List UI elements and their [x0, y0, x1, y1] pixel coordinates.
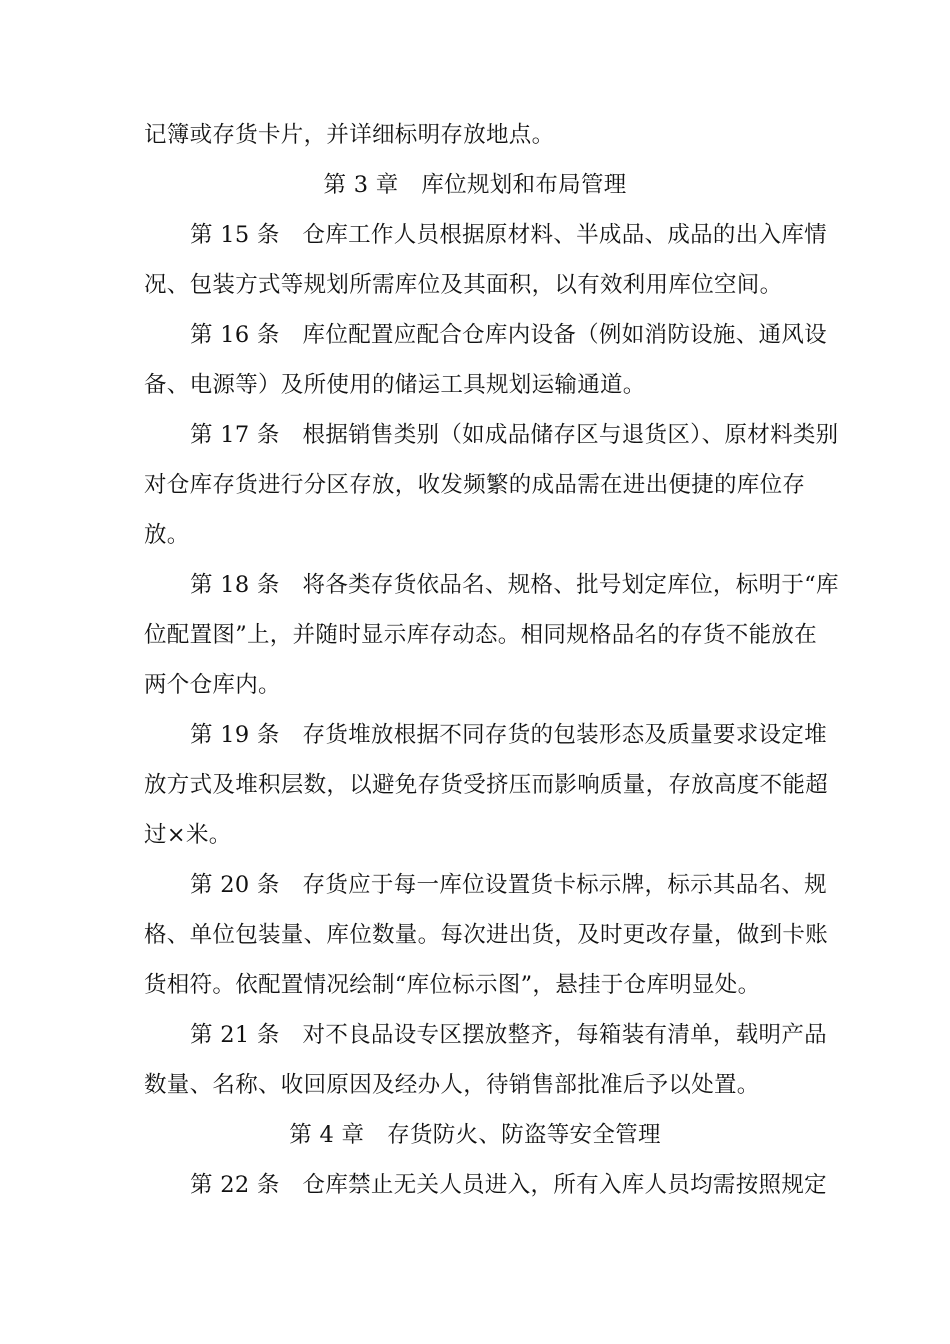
chapter-heading: 第 4 章 存货防火、防盗等安全管理	[289, 1122, 661, 1148]
body-text-line: 格、单位包装量、库位数量。每次进出货，及时更改存量，做到卡账	[144, 922, 829, 948]
body-text-line: 放。	[144, 522, 190, 548]
body-text-line: 位配置图”上，并随时显示库存动态。相同规格品名的存货不能放在	[144, 622, 818, 648]
article-20-line: 第 20 条 存货应于每一库位设置货卡标示牌，标示其品名、规	[190, 872, 827, 898]
chapter-heading: 第 3 章 库位规划和布局管理	[323, 172, 627, 198]
body-text-line: 过×米。	[144, 822, 232, 848]
body-text-line: 对仓库存货进行分区存放，收发频繁的成品需在进出便捷的库位存	[144, 472, 806, 498]
body-text-line: 放方式及堆积层数，以避免存货受挤压而影响质量，存放高度不能超	[144, 772, 829, 798]
article-18-line: 第 18 条 将各类存货依品名、规格、批号划定库位，标明于“库	[190, 572, 839, 598]
article-16-line: 第 16 条 库位配置应配合仓库内设备（例如消防设施、通风设	[190, 322, 827, 348]
body-text-line: 况、包装方式等规划所需库位及其面积，以有效利用库位空间。	[144, 272, 783, 298]
body-text-line: 记簿或存货卡片，并详细标明存放地点。	[144, 122, 555, 148]
body-text-line: 备、电源等）及所使用的储运工具规划运输通道。	[144, 372, 646, 398]
article-17-line: 第 17 条 根据销售类别（如成品储存区与退货区）、原材料类别	[190, 422, 839, 448]
article-15-line: 第 15 条 仓库工作人员根据原材料、半成品、成品的出入库情	[190, 222, 827, 248]
article-19-line: 第 19 条 存货堆放根据不同存货的包装形态及质量要求设定堆	[190, 722, 827, 748]
body-text-line: 货相符。依配置情况绘制“库位标示图”，悬挂于仓库明显处。	[144, 972, 761, 998]
body-text-line: 两个仓库内。	[144, 672, 281, 698]
body-text-line: 数量、名称、收回原因及经办人，待销售部批准后予以处置。	[144, 1072, 760, 1098]
article-22-line: 第 22 条 仓库禁止无关人员进入，所有入库人员均需按照规定	[190, 1172, 827, 1198]
article-21-line: 第 21 条 对不良品设专区摆放整齐，每箱装有清单，载明产品	[190, 1022, 827, 1048]
